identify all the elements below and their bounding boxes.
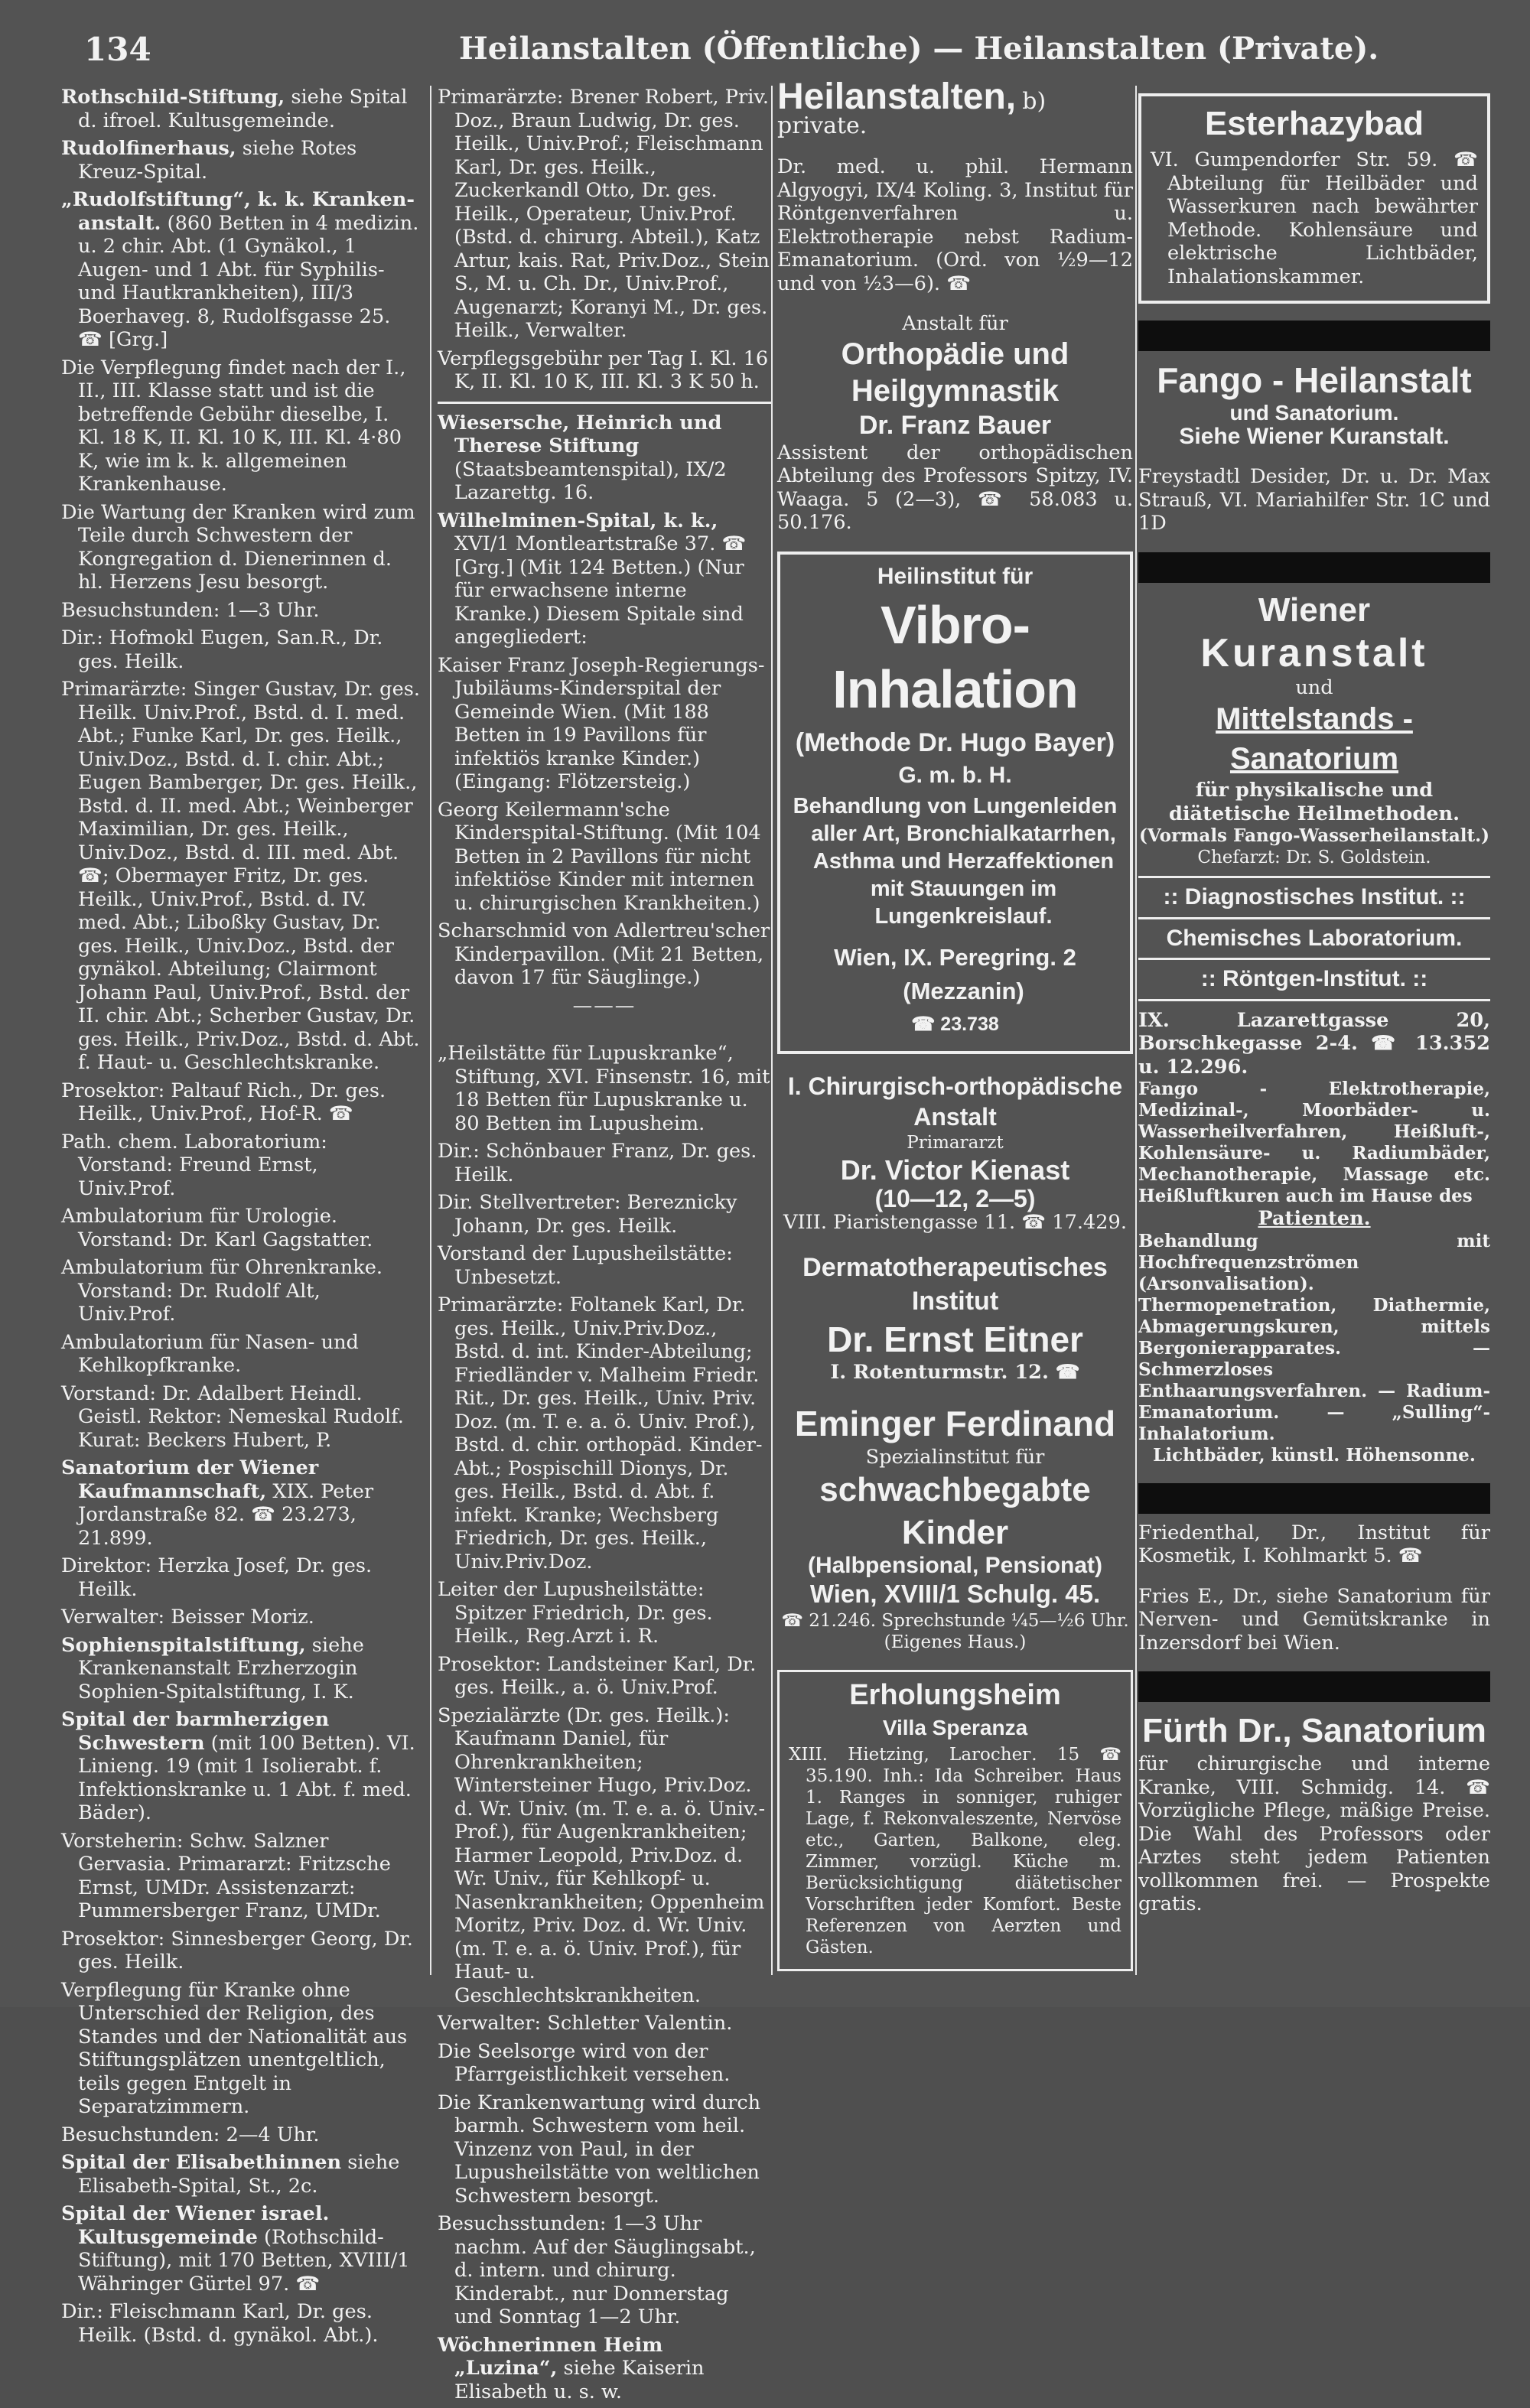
entry: Kaiser Franz Joseph-Regierungs-Jubiläums-Kinderspital der Gemeinde Wien. (Mit 188 Betten in 19 Pavillons für infektiös kranke Kinder.) (Eingang: Flötzersteig.) <box>438 653 765 793</box>
kienast-ad: I. Chirurgisch-orthopädische Anstalt Primararzt Dr. Victor Kienast (10—12, 2—5) VIII. Piaristengasse 11. ☎ 17.429. <box>783 1072 1127 1234</box>
eminger-ad: Eminger Ferdinand Spezialinstitut für schwachbegabte Kinder (Halbpensional, Pensionat) Wien, XVIII/1 Schulg. 45. ☎ 21.246. Sprechstunde ¼5—½6 Uhr. (Eigenes Haus.) <box>781 1403 1129 1652</box>
entry: Dir.: Hofmokl Eugen, San.R., Dr. ges. Heilk. <box>61 626 383 673</box>
column-rule <box>771 86 773 1975</box>
entry: Spital der barmherzigen Schwestern (mit 100 Betten). VI. Linieng. 19 (mit 1 Isolierabt. f. Infektionskranke u. 1 Abt. f. med. Bäder). <box>61 1708 415 1824</box>
black-rule <box>1138 1483 1490 1514</box>
algyogyi-entry: Dr. med. u. phil. Hermann Algyogyi, IX/4 Koling. 3, Institut für Röntgenverfahren u. Elektrotherapie nebst Radium-Emanatorium. (Ord. von ½9—12 und von ½3—6). ☎ <box>777 155 1133 295</box>
vibro-ad: Heilinstitut für Vibro-Inhalation (Methode Dr. Hugo Bayer) G. m. b. H. Behandlung von Lungenleiden aller Art, Bronchialkatarrhen, Asthma und Herzaffektionen mit Stauungen im Lungenkreislauf. Wien, IX. Peregring. 2 (Mezzanin) ☎ 23.738 <box>777 552 1133 1055</box>
friedenthal-entry: Friedenthal, Dr., Institut für Kosmetik, I. Kohlmarkt 5. ☎ <box>1138 1521 1490 1567</box>
eitner-ad: Dermatotherapeutisches Institut Dr. Ernst Eitner I. Rotenturmstr. 12. ☎ <box>802 1253 1108 1384</box>
entry: „Heilstätte für Lupuskranke“, Stiftung, XVI. Finsenstr. 16, mit 18 Betten für Lupuskranke u. 80 Betten im Lupusheim. <box>438 1042 770 1135</box>
column-1 <box>61 86 421 2351</box>
entry: Verwalter: Schletter Valentin. <box>438 2012 733 2035</box>
entry: Die Krankenwartung wird durch barmh. Schwestern vom heil. Vinzenz von Paul, in der Lupusheilstätte von weltlichen Schwestern besorgt. <box>438 2091 761 2208</box>
entry: Dir. Stellvertreter: Bereznicky Johann, Dr. ges. Heilk. <box>438 1191 737 1238</box>
column-2 <box>438 86 771 2408</box>
entry: Spital der Elisabethinnen siehe Elisabeth-Spital, St., 2c. <box>61 2151 400 2198</box>
column-rule <box>430 86 431 1975</box>
entry: Sophienspitalstiftung, siehe Krankenanstalt Erzherzogin Sophien-Spitalstiftung, I. K. <box>61 1633 364 1703</box>
entry: Besuchstunden: 2—4 Uhr. <box>61 2123 320 2146</box>
entry: Die Wartung der Kranken wird zum Teile durch Schwestern der Kongregation d. Dienerinnen d. hl. Herzens Jesu besorgt. <box>61 500 415 594</box>
private-heading: Heilanstalten, b) private. <box>777 76 1047 139</box>
column-rule <box>1135 86 1137 1975</box>
running-title: Heilanstalten (Öffentliche) — Heilanstalten (Private). <box>459 31 1379 67</box>
entry: Vorstand der Lupusheilstätte: Unbesetzt. <box>438 1242 733 1289</box>
entry: Ambulatorium für Nasen- und Kehlkopfkranke. <box>61 1330 359 1377</box>
bauer-ad: Anstalt für Orthopädie und Heilgymnastik Dr. Franz Bauer Assistent der orthopädischen Abteilung des Professors Spitzy, IV. Waaga. 5 (2—3), ☎ 58.083 u. 50.176. <box>777 312 1133 534</box>
black-rule <box>1138 1671 1490 1702</box>
entry: Verpflegsgebühr per Tag I. Kl. 16 K, II. Kl. 10 K, III. Kl. 3 K 50 h. <box>438 347 769 393</box>
entry: „Rudolfstiftung“, k. k. Kranken-anstalt. (860 Betten in 4 medizin. u. 2 chir. Abt. (1 Gynäkol., 1 Augen- und 1 Abt. für Syphilis- und Hautkrankheiten), III/3 Boerhaveg. 8, Rudolfsgasse 25. ☎ [Grg.] <box>61 188 419 351</box>
black-rule <box>1138 321 1490 351</box>
entry: Besuchstunden: 1—3 Uhr. <box>61 598 320 622</box>
entry: Path. chem. Laboratorium: Vorstand: Freund Ernst, Univ.Prof. <box>61 1130 327 1200</box>
entry: Spital der Wiener israel. Kultusgemeinde (Rothschild-Stiftung), mit 170 Betten, XVIII/1 Währinger Gürtel 97. ☎ <box>61 2202 410 2296</box>
entry: Primarärzte: Singer Gustav, Dr. ges. Heilk. Univ.Prof., Bstd. d. I. med. Abt.; Funke Karl, Dr. ges. Heilk., Univ.Doz., Bstd. d. I. chir. Abt.; Eugen Bamberger, Dr. ges. Heilk., Bstd. d. II. med. Abt.; Weinberger Maximilian, Dr. ges. Heilk., Univ.Doz., Bstd. d. III. med. Abt. ☎; Obermayer Fritz, Dr. ges. Heilk., Univ.Prof., Bstd. d. IV. med. Abt.; Liboßky Gustav, Dr. ges. Heilk., Univ.Doz., Bstd. der gynäkol. Abteilung; Clairmont Johann Paul, Univ.Prof., Bstd. der II. chir. Abt.; Scherber Gustav, Dr. ges. Heilk., Priv.Doz., Bstd. d. Abt. f. Haut- u. Geschlechtskranke. <box>61 678 420 1074</box>
esterhazybad-ad: Esterhazybad VI. Gumpendorfer Str. 59. ☎ Abteilung für Heilbäder und Wasserkuren nach bewährter Methode. Kohlensäure und elektrische Lichtbäder, Inhalationskammer. <box>1138 93 1490 304</box>
page-number: 134 <box>84 31 151 68</box>
entry: Primarärzte: Foltanek Karl, Dr. ges. Heilk., Univ.Priv.Doz., Bstd. d. int. Kinder-Abteilung; Friedländer v. Malheim Friedr. Rit., Dr. ges. Heilk., Univ. Priv. Doz. (m. T. e. a. ö. Univ. Prof.), Bstd. d. chir. orthopäd. Kinder-Abt.; Pospischill Dionys, Dr. ges. Heilk., Bstd. d. Abt. f. infekt. Kranke; Wechsberg Friedrich, Dr. ges. Heilk., Univ.Priv.Doz. <box>438 1293 763 1573</box>
entry: Prosektor: Paltauf Rich., Dr. ges. Heilk., Univ.Prof., Hof-R. ☎ <box>61 1079 386 1125</box>
entry: Ambulatorium für Urologie. Vorstand: Dr. Karl Gagstatter. <box>61 1205 373 1251</box>
column-3-ads <box>777 76 1133 1987</box>
page-header <box>0 31 1530 84</box>
entry: Scharschmid von Adlertreu'scher Kinderpavillon. (Mit 21 Betten, davon 17 für Säuglinge.) <box>438 919 770 989</box>
freystadtl-entry: Freystadtl Desider, Dr. u. Dr. Max Strauß, VI. Mariahilfer Str. 1C und 1D <box>1138 465 1490 535</box>
entry: Vorstand: Dr. Adalbert Heindl. Geistl. Rektor: Nemeskal Rudolf. Kurat: Beckers Hubert, P. <box>61 1381 404 1452</box>
erholungsheim-ad: Erholungsheim Villa Speranza XIII. Hietzing, Larochег. 15 ☎ 35.190. Inh.: Ida Schreiber. Haus 1. Ranges in sonniger, ruhiger Lage, f. Rekonvaleszente, Nervöse etc., Garten, Balkone, eleg. Zimmer, vorzügl. Küche m. Berücksichtigung diätetischer Vorschriften jeder Komfort. Beste Referenzen von Aerzten und Gästen. <box>777 1670 1133 1972</box>
entry: Wilhelminen-Spital, k. k., XVI/1 Montleartstraße 37. ☎ [Grg.] (Mit 124 Betten.) (Nur für erwachsene interne Kranke.) Diesem Spitale sind angegliedert: <box>438 509 747 649</box>
entry: Spezialärzte (Dr. ges. Heilk.): Kaufmann Daniel, für Ohrenkrankheiten; Wintersteiner Hugo, Priv.Doz. d. Wr. Univ. (m. T. e. a. ö. Univ.-Prof.), für Augenkrankheiten; Harmer Leopold, Priv.Doz. d. Wr. Univ., für Kehlkopf- u. Nasenkrankheiten; Oppenheim Moritz, Priv. Doz. d. Wr. Univ. (m. T. e. a. ö. Univ. Prof.), für Haut- u. Geschlechtskrankheiten. <box>438 1703 766 2007</box>
entry: Rothschild-Stiftung, siehe Spital d. ifroel. Kultusgemeinde. <box>61 86 408 132</box>
entry: Die Verpflegung findet nach der I., II., III. Klasse statt und ist die betreffende Gebühr dieselbe, I. Kl. 18 K, II. Kl. 10 K, III. Kl. 4·80 K, wie im k. k. allgemeinen Krankenhause. <box>61 356 406 496</box>
entry: Rudolfinerhaus, siehe Rotes Kreuz-Spital. <box>61 137 357 184</box>
entry: Sanatorium der Wiener Kaufmannschaft, XIX. Peter Jordanstraße 82. ☎ 23.273, 21.899. <box>61 1456 374 1550</box>
black-rule <box>1138 552 1490 583</box>
entry: Wöchnerinnen Heim „Luzina“, siehe Kaiserin Elisabeth u. s. w. <box>438 2333 705 2403</box>
entry: Wiesersche, Heinrich und Therese Stiftung (Staatsbeamtenspital), IX/2 Lazarettg. 16. <box>438 411 727 504</box>
entry: Verwalter: Beisser Moriz. <box>61 1606 314 1629</box>
entry: Die Seelsorge wird von der Pfarrgeistlichkeit versehen. <box>438 2039 731 2086</box>
fries-entry: Fries E., Dr., siehe Sanatorium für Nerven- und Gemütskranke in Inzersdorf bei Wien. <box>1138 1584 1490 1655</box>
entry: Dir.: Fleischmann Karl, Dr. ges. Heilk. (Bstd. d. gynäkol. Abt.). <box>61 2300 379 2347</box>
fango-ad: Fango - Heilanstalt und Sanatorium. Siehe Wiener Kuranstalt. <box>1157 360 1472 449</box>
entry: Dir.: Schönbauer Franz, Dr. ges. Heilk. <box>438 1140 757 1186</box>
entry: Georg Keilermann'sche Kinderspital-Stiftung. (Mit 104 Betten in 2 Pavillons für nicht infektiöse Kinder mit internen u. chirurgischen Krankheiten.) <box>438 798 761 915</box>
kuranstalt-ad: Wiener Kuranstalt und Mittelstands - Sanatorium für physikalische und diätetische Heilmethoden. (Vormals Fango-Wasserheilanstalt.) Chefarzt: Dr. S. Goldstein. :: Diagnostisches Institut. :: Chemisches Laboratorium. :: Röntgen-Institut. :: IX. Lazarettgasse 20, Borschkegasse 2-4. ☎ 13.352 u. 12.296. Fango - Elektrotherapie, Medizinal-, Moorbäder- u. Wasserheilverfahren, Heißluft-, Kohlensäure- u. Radiumbäder, Mechanotherapie, Massage etc. Heißluftkuren auch im Hause des Patienten. Behandlung mit Hochfrequenzströmen (Arsonvalisation). Thermopenetration, Diathermie, Abmagerungskuren, mittels Bergonierapparates. — Schmerzloses Enthaarungsverfahren. — Radium-Emanatorium. — „Sulling“-Inhalatorium. Lichtbäder, künstl. Höhensonne. <box>1138 591 1490 1466</box>
entry: Direktor: Herzka Josef, Dr. ges. Heilk. <box>61 1554 373 1601</box>
entry: Ambulatorium für Ohrenkranke. Vorstand: Dr. Rudolf Alt, Univ.Prof. <box>61 1256 382 1326</box>
entry: Prosektor: Sinnesberger Georg, Dr. ges. Heilk. <box>61 1927 413 1974</box>
divider: ——— <box>572 994 636 1017</box>
fuerth-ad: Fürth Dr., Sanatorium für chirurgische und interne Kranke, VIII. Schmidg. 14. ☎ Vorzügliche Pflege, mäßige Preise. Die Wahl des Professors oder Arztes steht jedem Patienten vollkommen frei. — Prospekte gratis. <box>1138 1712 1490 1915</box>
divider <box>438 402 771 404</box>
entry: Leiter der Lupusheilstätte: Spitzer Friedrich, Dr. ges. Heilk., Reg.Arzt i. R. <box>438 1578 713 1648</box>
column-4-ads <box>1138 86 1490 1933</box>
entry: Primarärzte: Brener Robert, Priv. Doz., Braun Ludwig, Dr. ges. Heilk., Univ.Prof.; Fleischmann Karl, Dr. ges. Heilk., Zuckerkandl Otto, Dr. ges. Heilk., Operateur, Univ.Prof. (Bstd. d. chirurg. Abteil.), Katz Artur, kais. Rat, Priv.Doz., Stein S., M. u. Ch. Dr., Univ.Prof., Augenarzt; Koranyi M., Dr. ges. Heilk., Verwalter. <box>438 86 770 342</box>
entry: Vorsteherin: Schw. Salzner Gervasia. Primararzt: Fritzsche Ernst, UMDr. Assistenzarzt: Pummersberger Franz, UMDr. <box>61 1829 391 1922</box>
entry: Verpflegung für Kranke ohne Unterschied der Religion, des Standes und der Nationalität aus Stiftungsplätzen unentgeltlich, teils gegen Entgelt in Separatzimmern. <box>61 1978 408 2118</box>
entry: Besuchsstunden: 1—3 Uhr nachm. Auf der Säuglingsabt., d. intern. und chirurg. Kinderabt., nur Donnerstag und Sonntag 1—2 Uhr. <box>438 2212 756 2328</box>
entry: Prosektor: Landsteiner Karl, Dr. ges. Heilk., a. ö. Univ.Prof. <box>438 1652 757 1699</box>
